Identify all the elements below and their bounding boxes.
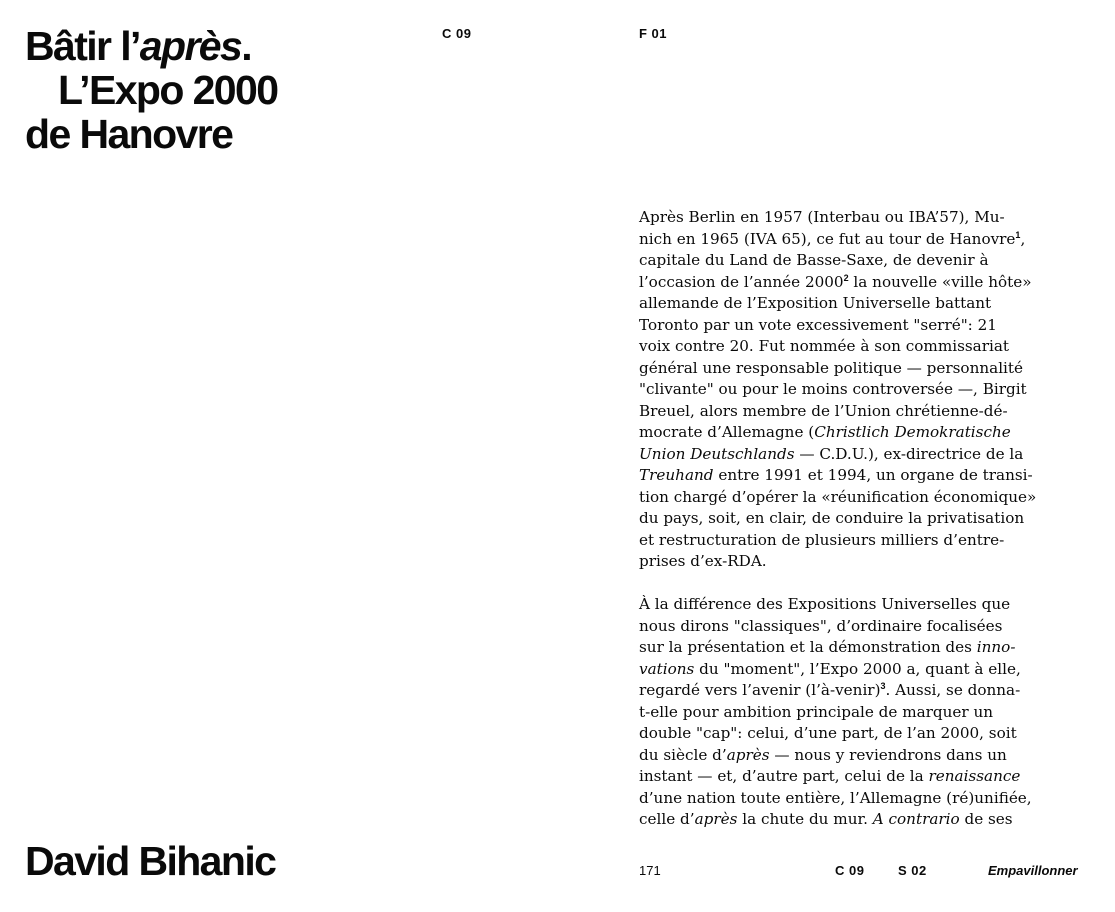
text-line	[639, 229, 1079, 251]
text-segment: et restructuration de plusieurs milliers d’entre-	[639, 530, 1005, 549]
page-title	[25, 24, 277, 156]
text-segment: voix contre 20. Fut nommée à son commissariat	[639, 337, 1010, 355]
title-line-2: L’Expo 2000	[58, 67, 278, 113]
text-segment: . Aussi, se donna-	[885, 681, 1021, 699]
text-segment: Toronto par un vote excessivement "serré": 21	[639, 315, 997, 334]
text-line	[639, 594, 1079, 616]
italic-text: renaissance	[928, 767, 1021, 785]
text-segment: mocrate d’Allemagne (	[639, 423, 815, 441]
title-period: .	[241, 23, 252, 69]
text-segment: entre 1991 et 1994, un organe de transi-	[713, 466, 1033, 484]
text-line	[639, 530, 1079, 552]
text-line	[639, 250, 1079, 272]
text-segment: prises d’ex-RDA.	[639, 552, 767, 570]
text-segment: de ses	[959, 810, 1013, 828]
text-segment: du pays, soit, en clair, de conduire la privatisation	[639, 509, 1025, 527]
text-segment: capitale du Land de Basse-Saxe, de devenir à	[639, 251, 989, 269]
text-segment: "clivante" ou pour le moins controversée —, Birgit	[639, 380, 1027, 398]
running-title: Empavillonner	[988, 863, 1078, 878]
text-segment: — nous y reviendrons dans un	[769, 745, 1007, 764]
text-line	[639, 315, 1079, 337]
header-chapter: C 09	[442, 26, 472, 41]
italic-text: après	[726, 745, 770, 764]
title-text: Bâtir l’	[25, 23, 140, 69]
italic-text: inno-	[976, 638, 1016, 656]
footnote-ref: 2	[843, 272, 849, 283]
text-line	[639, 465, 1079, 487]
text-line	[639, 422, 1079, 444]
text-line	[639, 659, 1079, 681]
text-segment: À la différence des Expositions Universelles que	[639, 595, 1011, 613]
text-segment: nous dirons "classiques", d’ordinaire focalisées	[639, 616, 1003, 635]
text-segment: la chute du mur.	[737, 810, 873, 828]
text-line	[639, 336, 1079, 358]
text-line	[639, 207, 1079, 229]
text-line	[639, 766, 1079, 788]
text-segment: tion chargé d’opérer la «réunification économique»	[639, 487, 1037, 506]
text-line	[639, 745, 1079, 767]
text-segment: regardé vers l’avenir (l’à-venir)	[639, 681, 881, 699]
text-line	[639, 401, 1079, 423]
text-segment: Breuel, alors membre de l’Union chrétienne-dé-	[639, 401, 1008, 420]
italic-text: après	[694, 810, 738, 828]
footer-section: S 02	[898, 863, 927, 878]
text-segment: du siècle d’	[639, 745, 727, 764]
header-folio: F 01	[639, 26, 668, 41]
title-italic: après	[139, 23, 242, 69]
text-line	[639, 508, 1079, 530]
italic-text: Christlich Demokratische	[814, 423, 1011, 441]
text-line	[639, 702, 1079, 724]
text-segment: nich en 1965 (IVA 65), ce fut au tour de Hanovre	[639, 229, 1016, 248]
text-line	[639, 358, 1079, 380]
text-segment: double "cap": celui, d’une part, de l’an 2000, soit	[639, 724, 1017, 742]
author-name: David Bihanic	[25, 838, 276, 884]
text-segment: — C.D.U.), ex-directrice de la	[794, 444, 1024, 463]
text-line	[639, 293, 1079, 315]
text-line	[639, 809, 1079, 831]
text-line	[639, 487, 1079, 509]
italic-text: A contrario	[872, 810, 960, 828]
title-line-3: de Hanovre	[25, 111, 233, 157]
text-line	[639, 788, 1079, 810]
text-segment: la nouvelle «ville hôte»	[848, 272, 1032, 291]
text-line	[639, 637, 1079, 659]
text-segment: général une responsable politique — personnalité	[639, 358, 1023, 377]
text-line	[639, 551, 1079, 573]
paragraph	[639, 207, 1079, 573]
text-segment: Après Berlin en 1957 (Interbau ou IBA’57), Mu-	[639, 208, 1005, 226]
text-line	[639, 723, 1079, 745]
footnote-ref: 1	[1015, 229, 1021, 240]
italic-text: vations	[639, 659, 695, 678]
text-segment: t-elle pour ambition principale de marquer un	[639, 702, 994, 721]
text-segment: ,	[1020, 229, 1026, 248]
paragraph	[639, 594, 1079, 831]
text-line	[639, 444, 1079, 466]
footnote-ref: 3	[880, 681, 886, 691]
title-line-1	[25, 24, 277, 68]
text-segment: instant — et, d’autre part, celui de la	[639, 767, 929, 785]
page-number: 171	[639, 863, 661, 878]
text-segment: d’une nation toute entière, l’Allemagne (ré)unifiée,	[639, 788, 1032, 807]
text-line	[639, 616, 1079, 638]
text-segment: l’occasion de l’année 2000	[639, 272, 844, 291]
text-segment: allemande de l’Exposition Universelle battant	[639, 294, 992, 312]
italic-text: Union Deutschlands	[639, 444, 795, 463]
text-segment: du "moment", l’Expo 2000 a, quant à elle,	[694, 659, 1021, 678]
text-line	[639, 379, 1079, 401]
text-line	[639, 680, 1079, 702]
text-segment: celle d’	[639, 810, 695, 828]
footer-chapter: C 09	[835, 863, 865, 878]
text-line	[639, 272, 1079, 294]
body-text	[639, 207, 1079, 852]
text-segment: sur la présentation et la démonstration des	[639, 638, 977, 656]
italic-text: Treuhand	[639, 466, 714, 484]
